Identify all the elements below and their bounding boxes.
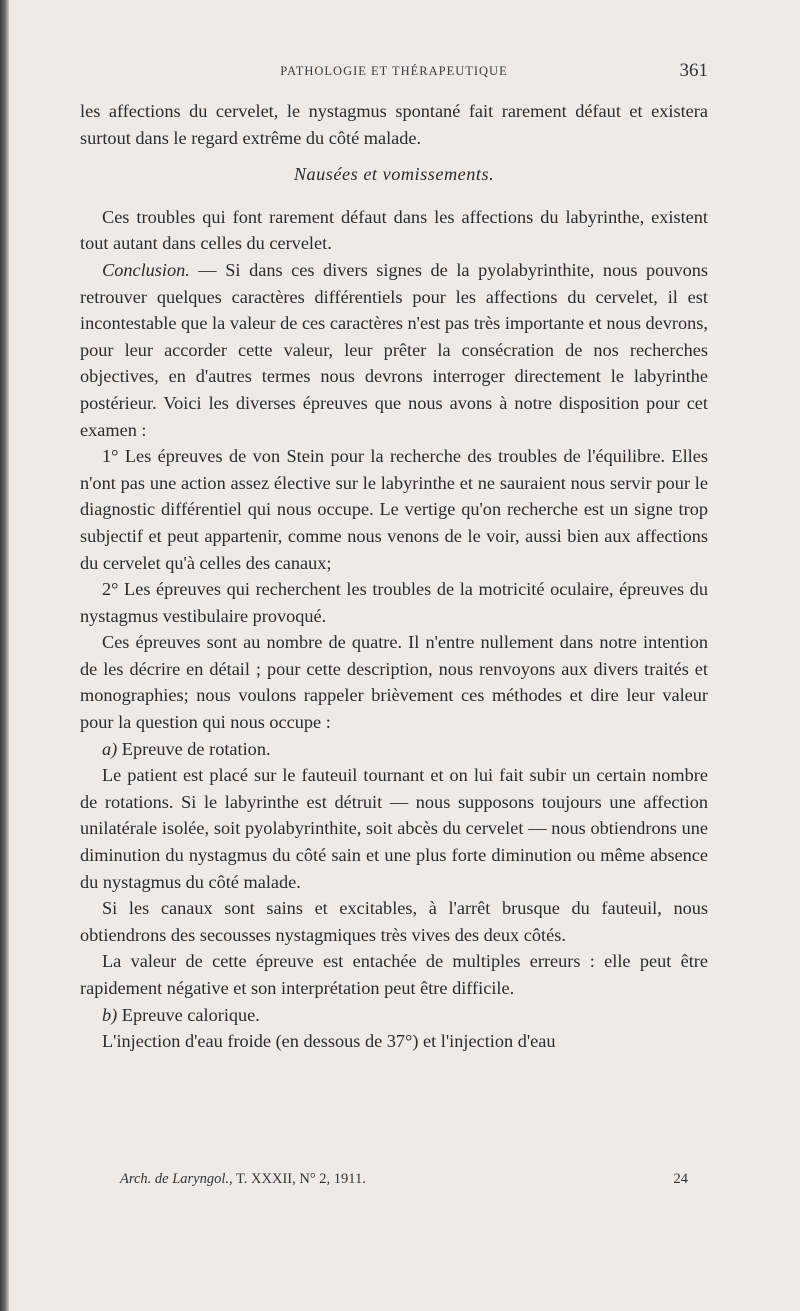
conclusion-label: Conclusion.	[102, 259, 190, 280]
subheading-text: Epreuve calorique.	[117, 1004, 260, 1025]
paragraph: La valeur de cette épreuve est entachée de multiples erreurs : elle peut être rapidement négative et son interprétation peut être difficile.	[80, 951, 708, 998]
paragraph: Ces épreuves sont au nombre de quatre. Il n'entre nullement dans notre intention de les décrire en détail ; pour cette description, nous renvoyons aux divers traités et monographies; nous voulons rappeler brièvement ces méthodes et dire leur valeur pour la question qui nous occupe :	[80, 632, 708, 733]
paragraph-text: — Si dans ces divers signes de la pyolabyrinthite, nous pouvons retrouver quelques caractères différentiels pour les affections du cervelet, il est incontestable que la valeur de ces caractères n'est pas très importante et nous devrons, pour leur accorder cette valeur, leur prêter la consécration de nos recherches objectives, en d'autres termes nous devrons interroger directement le labyrinthe postérieur. Voici les diverses épreuves que nous avons à notre disposition pour cet examen :	[80, 259, 708, 440]
subheading	[80, 736, 708, 763]
subheading	[80, 1002, 708, 1029]
subheading-text: Epreuve de rotation.	[117, 738, 271, 759]
sheet-number: 24	[673, 1171, 688, 1187]
section-heading: Nausées et vomissements.	[293, 164, 495, 185]
paragraph: Le patient est placé sur le fauteuil tournant et on lui fait subir un certain nombre de rotations. Si le labyrinthe est détruit — nous supposons toujours une affection unilatérale isolée, soit pyolabyrinthite, soit abcès du cervelet — nous obtiendrons une diminution du nystagmus du côté sain et une plus forte diminution ou même absence du nystagmus du côté malade.	[80, 765, 708, 892]
paragraph: les affections du cervelet, le nystagmus spontané fait rarement défaut et existera surtout dans le regard extrême du côté malade.	[80, 101, 708, 148]
page-number: 361	[679, 60, 708, 81]
citation-details: , T. XXXII, N° 2, 1911.	[229, 1171, 366, 1187]
running-title: PATHOLOGIE ET THÉRAPEUTIQUE	[280, 64, 508, 78]
page-footer	[120, 1171, 700, 1191]
page-header	[80, 60, 708, 84]
paragraph	[80, 257, 708, 443]
body-text	[80, 98, 708, 1055]
paragraph: L'injection d'eau froide (en dessous de 37°) et l'injection d'eau	[102, 1031, 556, 1052]
list-marker: a)	[102, 738, 118, 759]
paragraph: 1° Les épreuves de von Stein pour la recherche des troubles de l'équilibre. Elles n'ont pas une action assez élective sur le labyrinthe et ne sauraient nous servir pour le diagnostic différentiel qui nous occupe. Le vertige qu'on recherche est un signe trop subjectif et peut appartenir, comme nous venons de le voir, aussi bien aux affections du cervelet qu'à celles des canaux;	[80, 446, 708, 573]
paragraph: Si les canaux sont sains et excitables, à l'arrêt brusque du fauteuil, nous obtiendrons des secousses nystagmiques très vives des deux côtés.	[80, 898, 708, 945]
list-marker: b)	[102, 1004, 118, 1025]
journal-citation	[120, 1171, 366, 1188]
paragraph: 2° Les épreuves qui recherchent les troubles de la motricité oculaire, épreuves du nystagmus vestibulaire provoqué.	[80, 579, 708, 626]
journal-name: Arch. de Laryngol.	[120, 1171, 230, 1187]
page-binding-shadow	[0, 0, 9, 1311]
paragraph: Ces troubles qui font rarement défaut dans les affections du labyrinthe, existent tout autant dans celles du cervelet.	[80, 206, 708, 254]
